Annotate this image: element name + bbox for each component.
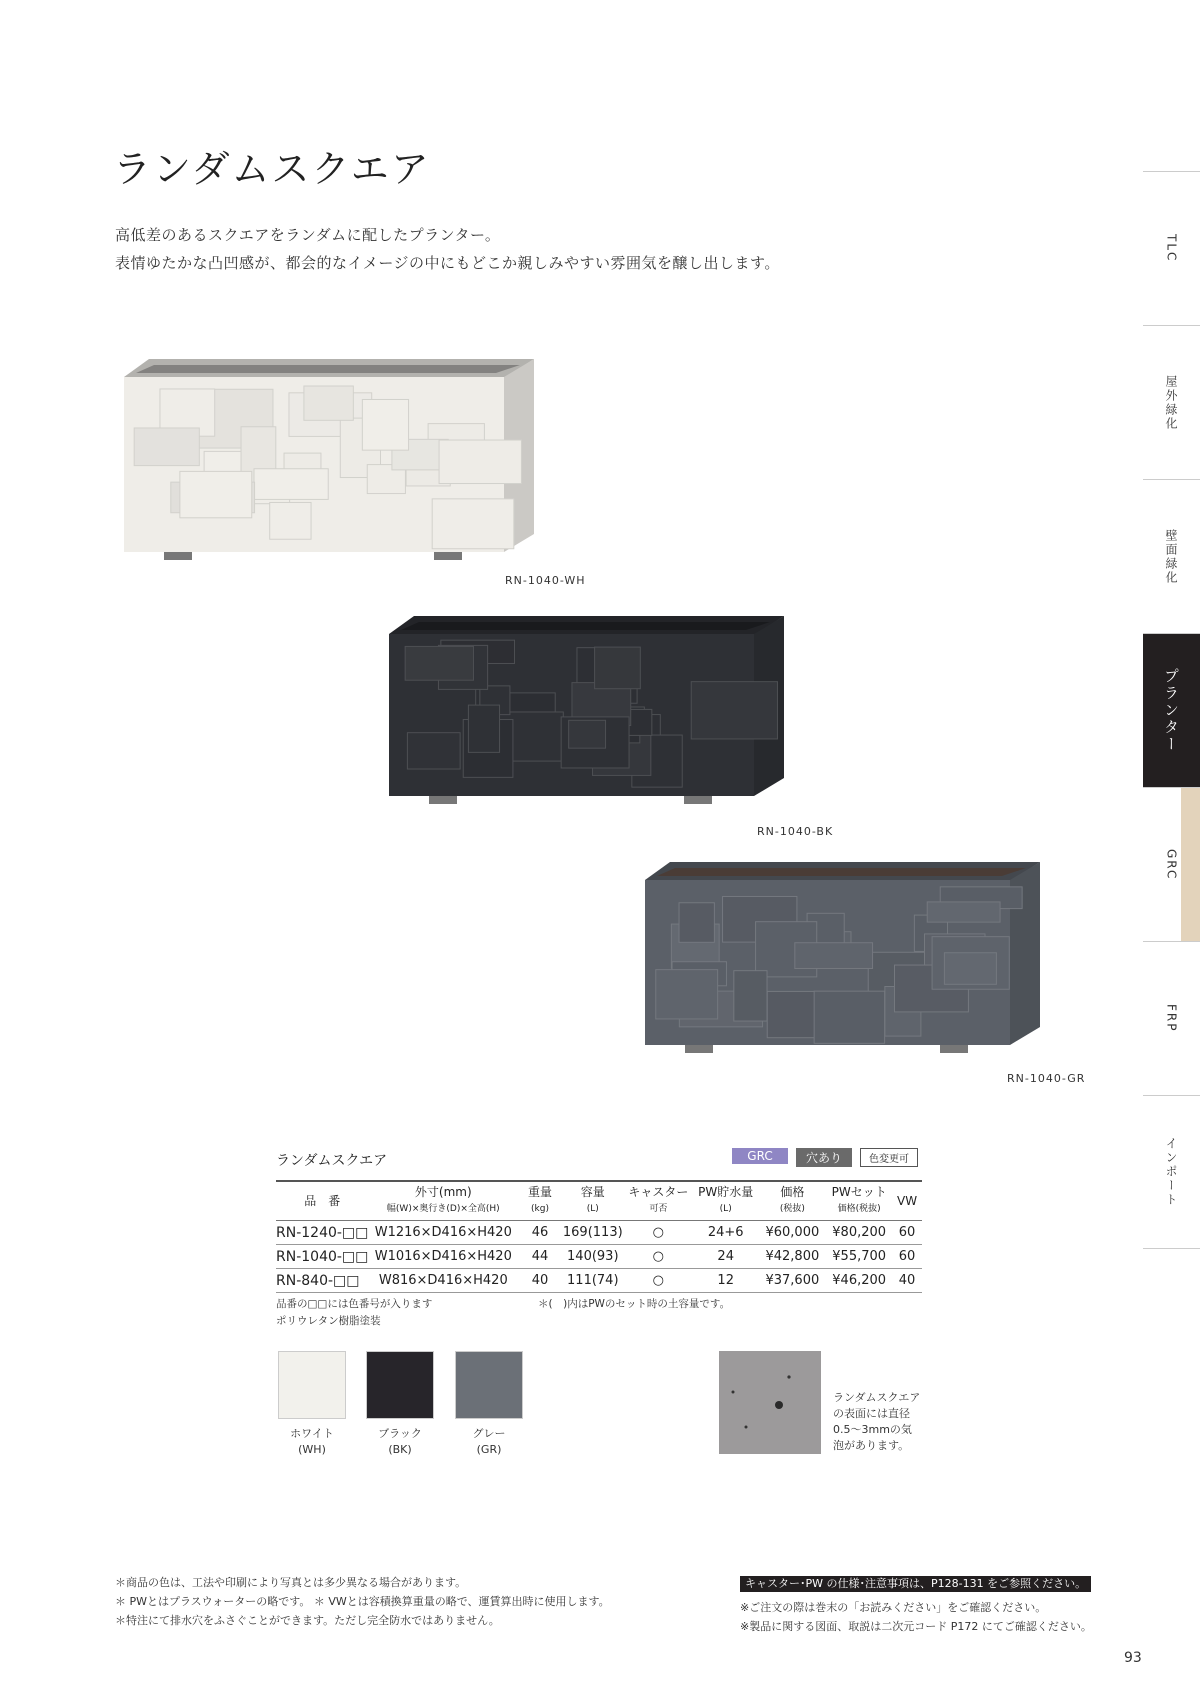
tab-wall-greening[interactable] [1143,479,1200,633]
table-cell: 46 [518,1221,562,1245]
table-cell: ¥46,200 [826,1269,892,1293]
tab-label: 壁面緑化 [1164,528,1178,585]
product-label: RN-1040-WH [505,574,586,587]
tab-label: TLC [1164,234,1179,263]
swatch-white [278,1351,346,1458]
tab-label: 屋外緑化 [1164,374,1178,431]
table-header [562,1181,624,1221]
planter-square [927,902,1000,922]
table-header [276,1181,368,1221]
table-note: ポリウレタン樹脂塗装 [276,1315,381,1327]
table-note: 品番の□□には色番号が入ります [276,1298,433,1310]
planter-square [304,386,353,420]
header-sub: (L) [719,1204,732,1214]
info-note: ※ご注文の際は巻末の「お読みください」をご確認ください。 [740,1601,1047,1614]
badge-hole: 穴あり [796,1148,852,1167]
table-cell: 12 [693,1269,759,1293]
table-cell: RN-1240-□□ [276,1221,368,1245]
table-title: ランダムスクエア [276,1153,388,1169]
planter-square [734,971,767,1021]
table-cell: ○ [624,1221,693,1245]
table-cell: 140(93) [562,1245,624,1269]
planter-foot [940,1045,968,1053]
planter-square [432,499,514,549]
surface-bubble-photo [719,1351,821,1454]
page-title: ランダムスクエア [113,147,431,191]
planter-opening [136,365,520,373]
table-cell: 24+6 [693,1221,759,1245]
spec-table [276,1180,922,1293]
planter-square [468,705,499,752]
surface-note-line: ランダムスクエア [833,1391,921,1404]
table-cell: 60 [892,1245,922,1269]
description-line: 表情ゆたかな凸凹感が、都会的なイメージの中にもどこか親しみやすい雰囲気を醸し出します。 [115,254,780,272]
badge-color-change: 色変更可 [860,1148,918,1167]
tab-label: インポート [1164,1137,1178,1207]
tab-label: プランター [1162,668,1180,753]
planter-square [679,903,714,943]
swatch-code: (WH) [298,1443,326,1456]
table-cell: RN-840-□□ [276,1269,368,1293]
table-cell: ○ [624,1245,693,1269]
header-sub: 価格(税抜) [837,1204,881,1214]
planter-square [254,469,328,500]
table-row [276,1269,922,1293]
header-sub: (kg) [531,1204,549,1214]
planter-image-grey [645,860,1040,1065]
planter-square [595,647,641,689]
table-cell: ¥80,200 [826,1221,892,1245]
planter-image-black [389,614,784,816]
footnote: ＊ PWとはプラスウォーターの略です。 ＊ VWとは容積換算重量の略で、運賃算出時に使用します。 [115,1595,610,1608]
tab-label: GRC [1164,848,1179,881]
surface-note [833,1390,920,1454]
table-row [276,1245,922,1269]
surface-note-line: 泡があります。 [833,1439,910,1452]
swatch-color [278,1351,346,1419]
tab-frp[interactable] [1143,941,1200,1095]
tab-import[interactable] [1143,1095,1200,1249]
table-row [276,1221,922,1245]
footnote: ＊商品の色は、工法や印刷により写真とは多少異なる場合があります。 [115,1576,467,1589]
tab-planter[interactable] [1143,633,1200,787]
planter-square [656,970,718,1019]
table-cell: ¥55,700 [826,1245,892,1269]
info-note: ※製品に関する図面、取説は二次元コード P172 にてご確認ください。 [740,1620,1092,1633]
page-number: 93 [1124,1650,1142,1666]
table-cell: 169(113) [562,1221,624,1245]
table-cell: ¥42,800 [758,1245,826,1269]
swatch-color [455,1351,523,1419]
swatch-black [366,1351,434,1458]
table-header [892,1181,922,1221]
table-cell: RN-1040-□□ [276,1245,368,1269]
planter-square [362,399,408,450]
table-cell: W1216×D416×H420 [368,1221,518,1245]
table-header [826,1181,892,1221]
swatch-grey [455,1351,523,1458]
header-main: 品 番 [304,1193,341,1208]
swatch-code: (BK) [388,1443,412,1456]
table-cell: ○ [624,1269,693,1293]
planter-foot [685,1045,713,1053]
planter-opening [657,868,1026,876]
badge-grc: GRC [732,1148,788,1164]
tab-label: FRP [1164,1004,1179,1033]
table-header [693,1181,759,1221]
table-header [368,1181,518,1221]
table-cell: 60 [892,1221,922,1245]
planter-square [405,646,473,680]
planter-square [795,943,873,969]
table-cell: ¥60,000 [758,1221,826,1245]
planter-square [134,428,199,466]
table-cell: 24 [693,1245,759,1269]
planter-foot [434,552,462,560]
header-main: キャスター [628,1185,689,1199]
table-cell: W1016×D416×H420 [368,1245,518,1269]
table-cell: 40 [892,1269,922,1293]
planter-square [691,682,777,739]
planter-square [569,720,606,748]
table-cell: W816×D416×H420 [368,1269,518,1293]
header-main: PW貯水量 [698,1185,754,1199]
surface-note-line: の表面には直径 [833,1407,910,1420]
planter-square [270,502,311,539]
tab-outdoor-greening[interactable] [1143,325,1200,479]
table-header [518,1181,562,1221]
header-main: 容量 [580,1185,605,1199]
header-sub: 幅(W)×奥行き(D)×全高(H) [386,1204,500,1214]
planter-foot [164,552,192,560]
header-main: VW [897,1193,918,1208]
spec-table-section [276,1150,922,1333]
info-box: キャスター･PW の仕様･注意事項は、P128-131 をご参照ください。 [740,1576,1091,1592]
planter-square [407,733,460,769]
planter-image-white [124,357,534,572]
swatch-name: ホワイト [290,1427,334,1440]
table-cell: 40 [518,1269,562,1293]
header-main: 価格 [780,1185,805,1199]
planter-square [944,953,996,985]
header-sub: 可否 [649,1204,668,1214]
header-main: PWセット [831,1185,887,1199]
swatch-code: (GR) [476,1443,502,1456]
table-note: ＊( )内はPWのセット時の土容量です。 [538,1298,731,1310]
product-label: RN-1040-GR [1007,1072,1086,1085]
planter-foot [429,796,457,804]
planter-square [180,471,252,517]
swatch-name: ブラック [378,1427,422,1440]
description-line: 高低差のあるスクエアをランダムに配したプランター。 [115,226,501,244]
planter-square [439,440,521,483]
planter-opening [401,622,770,630]
tab-tlc[interactable] [1143,171,1200,325]
swatch-color [366,1351,434,1419]
footnote: ＊特注にて排水穴をふさぐことができます。ただし完全防水ではありません。 [115,1614,500,1627]
header-sub: (L) [586,1204,599,1214]
table-header [624,1181,693,1221]
table-cell: 111(74) [562,1269,624,1293]
swatch-name: グレー [472,1427,506,1440]
planter-foot [684,796,712,804]
section-tabs [1143,171,1200,1249]
surface-note-line: 0.5〜3mmの気 [833,1423,912,1436]
header-sub: (税抜) [779,1204,805,1214]
table-cell: ¥37,600 [758,1269,826,1293]
table-header [758,1181,826,1221]
header-main: 重量 [528,1185,553,1199]
tab-grc[interactable] [1143,787,1200,941]
planter-square [814,991,884,1043]
table-cell: 44 [518,1245,562,1269]
product-label: RN-1040-BK [757,825,834,838]
header-main: 外寸(mm) [414,1185,472,1199]
